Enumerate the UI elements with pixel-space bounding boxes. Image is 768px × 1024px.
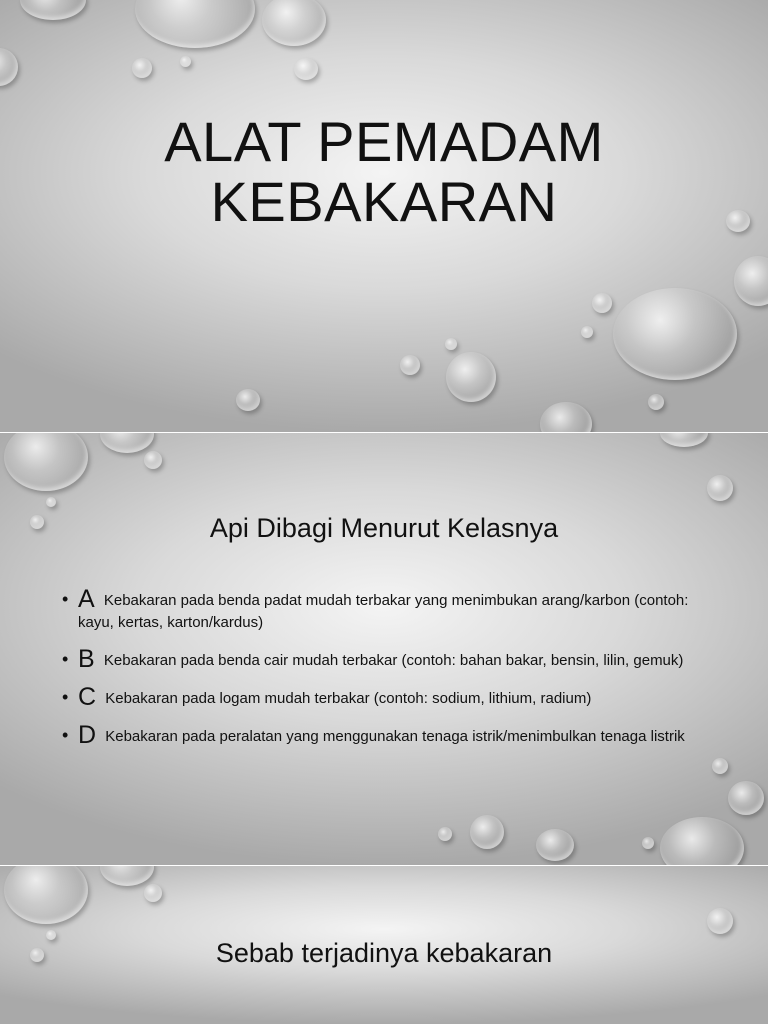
water-drop [262,0,326,46]
bullet-marker: • [62,687,69,707]
water-drop [400,355,420,375]
water-drop [536,829,574,861]
slide-title-text [0,112,768,232]
title-line-2: KEBAKARAN [210,170,558,233]
water-drop [20,0,86,20]
water-drop [236,389,260,411]
water-drop [642,837,654,849]
water-drop [712,758,728,774]
water-drop [132,58,152,78]
water-drop [648,394,664,410]
water-drop [581,326,593,338]
slide-heading: Api Dibagi Menurut Kelasnya [209,513,559,543]
water-drop [728,781,764,815]
class-letter: B [78,645,95,673]
bullet-marker: • [62,589,69,609]
water-drop [592,293,612,313]
bullet-marker: • [62,725,69,745]
list-item [62,683,702,711]
list-item [62,645,702,673]
class-letter: D [78,721,97,749]
water-drop [734,256,768,306]
water-drop [707,475,733,501]
water-drop [540,402,592,432]
class-letter: C [78,683,97,711]
class-letter: A [78,585,95,613]
water-drop [470,815,504,849]
water-drop [660,433,708,447]
class-description: Kebakaran pada benda cair mudah terbakar (contoh: bahan bakar, bensin, lilin, gemuk) [103,652,684,669]
list-item [62,585,702,634]
water-drop [46,497,56,507]
slide-fire-causes [0,866,768,1024]
slide-heading: Sebab terjadinya kebakaran [215,938,553,968]
water-drop [100,433,154,453]
water-drop [0,48,18,86]
slide-fire-classes [0,433,768,865]
list-item [62,721,702,749]
water-drop [4,433,88,491]
class-description: Kebakaran pada benda padat mudah terbakar yang menimbukan arang/karbon (contoh: kayu, kertas, karton/kardus) [78,592,689,631]
title-line-1: ALAT PEMADAM [164,110,604,173]
water-drop [144,884,162,902]
water-drop [100,866,154,886]
water-drop [294,58,318,80]
water-drop [180,56,191,67]
water-drop [445,338,457,350]
water-drop [613,288,737,380]
class-description: Kebakaran pada peralatan yang menggunakan tenaga istrik/menimbulkan tenaga listrik [105,728,685,745]
water-drop [660,817,744,865]
water-drop [438,827,452,841]
fire-class-list [62,585,702,762]
water-drop [707,908,733,934]
water-drop [446,352,496,402]
class-description: Kebakaran pada logam mudah terbakar (contoh: sodium, lithium, radium) [105,690,592,707]
water-drop [4,866,88,924]
slide-title [0,0,768,432]
bullet-marker: • [62,649,69,669]
water-drop [135,0,255,48]
water-drop [144,451,162,469]
